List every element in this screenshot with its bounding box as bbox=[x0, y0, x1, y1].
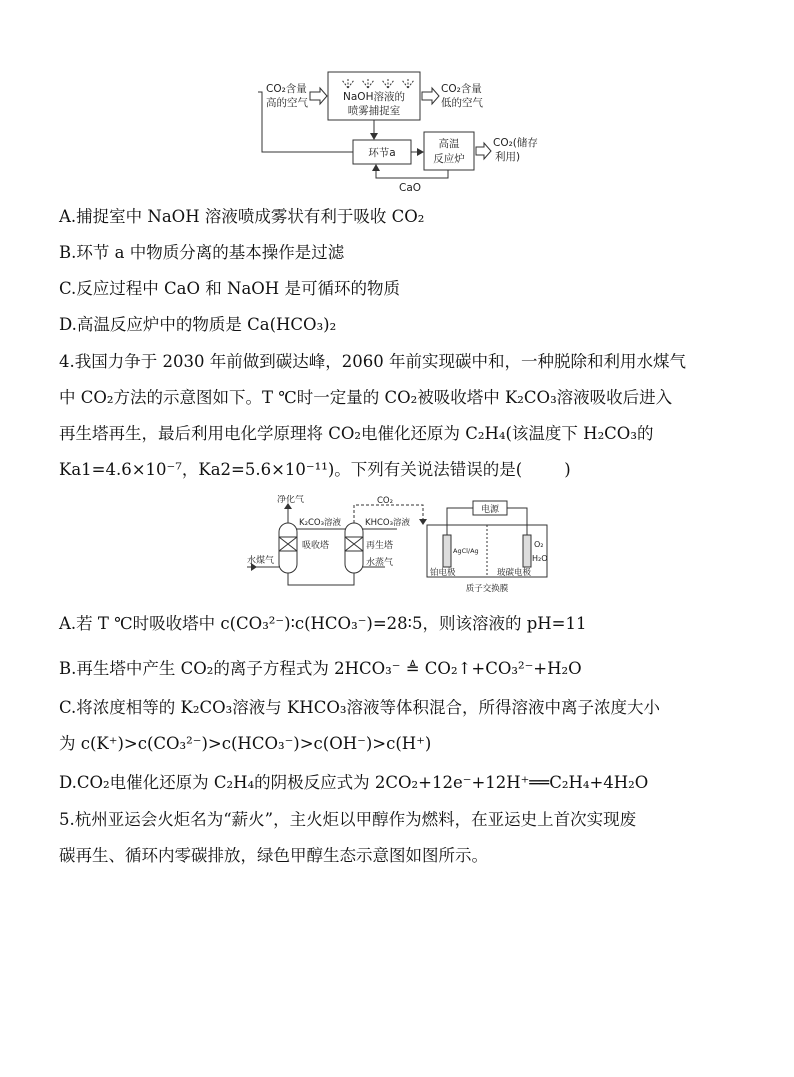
furnace-label-1: 高温 bbox=[438, 138, 460, 150]
khco3-label: KHCO₃溶液 bbox=[365, 518, 410, 528]
co2-label: CO₂ bbox=[377, 496, 394, 506]
h2o-label: H₂O bbox=[532, 554, 548, 563]
q5-stem-line-1: 5.杭州亚运会火炬名为“薪火”，主火炬以甲醇作为燃料，在亚运史上首次实现废 bbox=[59, 810, 637, 829]
q4-stem-line-1: 4.我国力争于 2030 年前做到碳达峰，2060 年前实现碳中和，一种脱除和利用水煤气 bbox=[59, 352, 686, 371]
left-label-2: 高的空气 bbox=[266, 97, 308, 109]
glassy-carbon-label: 玻碳电极 bbox=[497, 568, 532, 578]
right-label-2: 低的空气 bbox=[441, 97, 483, 109]
purified-gas-label: 净化气 bbox=[277, 495, 305, 505]
membrane-label: 质子交换膜 bbox=[465, 584, 509, 594]
furnace-label-2: 反应炉 bbox=[433, 153, 465, 165]
steam-label: 水蒸气 bbox=[366, 558, 394, 568]
output-arrow bbox=[476, 143, 491, 159]
chamber-label-1: NaOH溶液的 bbox=[343, 91, 405, 103]
regenerator-label: 再生塔 bbox=[366, 541, 394, 551]
absorber-label: 吸收塔 bbox=[302, 541, 330, 551]
q5-stem-line-2: 碳再生、循环内零碳排放，绿色甲醇生态示意图如图所示。 bbox=[59, 846, 488, 865]
pt-electrode-label: 铂电极 bbox=[430, 568, 456, 578]
agcl-label: AgCl/Ag bbox=[453, 547, 479, 555]
outflow-arrow bbox=[422, 88, 439, 104]
q4-option-c-line-1: C.将浓度相等的 K₂CO₃溶液与 KHCO₃溶液等体积混合，所得溶液中离子浓度大小 bbox=[59, 698, 660, 717]
co2-capture-diagram bbox=[258, 70, 548, 196]
chamber-label-2: 喷雾捕捉室 bbox=[347, 105, 401, 117]
q4-stem-line-4: Ka1=4.6×10⁻⁷，Ka2=5.6×10⁻¹¹)。下列有关说法错误的是( ) bbox=[59, 460, 571, 479]
q4-option-a: A.若 T ℃时吸收塔中 c(CO₃²⁻)∶c(HCO₃⁻)=28∶5，则该溶液的 pH=11 bbox=[59, 614, 587, 633]
q4-option-c-line-2: 为 c(K⁺)>c(CO₃²⁻)>c(HCO₃⁻)>c(OH⁻)>c(H⁺) bbox=[59, 734, 432, 753]
output-label-1: CO₂(储存 bbox=[493, 137, 538, 149]
q4-option-b: B.再生塔中产生 CO₂的离子方程式为 2HCO₃⁻ ≜ CO₂↑+CO₃²⁻+H₂O bbox=[59, 659, 582, 678]
glassy-carbon-electrode bbox=[523, 535, 531, 567]
q4-stem-line-2: 中 CO₂方法的示意图如下。T ℃时一定量的 CO₂被吸收塔中 K₂CO₃溶液吸收后进入 bbox=[59, 388, 673, 407]
regenerator-tower bbox=[345, 523, 363, 573]
pt-electrode bbox=[443, 535, 451, 567]
cao-label: CaO bbox=[398, 182, 422, 194]
k2co3-label: K₂CO₃溶液 bbox=[299, 518, 342, 528]
q3-option-b: B.环节 a 中物质分离的基本操作是过滤 bbox=[59, 243, 345, 262]
left-label-1: CO₂含量 bbox=[266, 83, 307, 95]
q4-option-d: D.CO₂电催化还原为 C₂H₄的阴极反应式为 2CO₂+12e⁻+12H⁺══C₂H₄+4H₂O bbox=[59, 773, 649, 792]
co2-removal-diagram bbox=[247, 495, 557, 595]
q3-option-d: D.高温反应炉中的物质是 Ca(HCO₃)₂ bbox=[59, 315, 337, 334]
right-label-1: CO₂含量 bbox=[441, 83, 482, 95]
q3-option-c: C.反应过程中 CaO 和 NaOH 是可循环的物质 bbox=[59, 279, 400, 298]
power-label: 电源 bbox=[480, 505, 500, 515]
absorber-tower bbox=[279, 523, 297, 573]
q4-stem-line-3: 再生塔再生，最后利用电化学原理将 CO₂电催化还原为 C₂H₄(该温度下 H₂CO₃的 bbox=[59, 424, 654, 443]
water-gas-label: 水煤气 bbox=[247, 556, 275, 566]
q3-option-a: A.捕捉室中 NaOH 溶液喷成雾状有利于吸收 CO₂ bbox=[59, 207, 425, 226]
step-a-label: 环节a bbox=[368, 147, 396, 159]
o2-label: O₂ bbox=[534, 540, 544, 549]
output-label-2: 利用) bbox=[495, 151, 521, 163]
inflow-arrow bbox=[310, 88, 327, 104]
